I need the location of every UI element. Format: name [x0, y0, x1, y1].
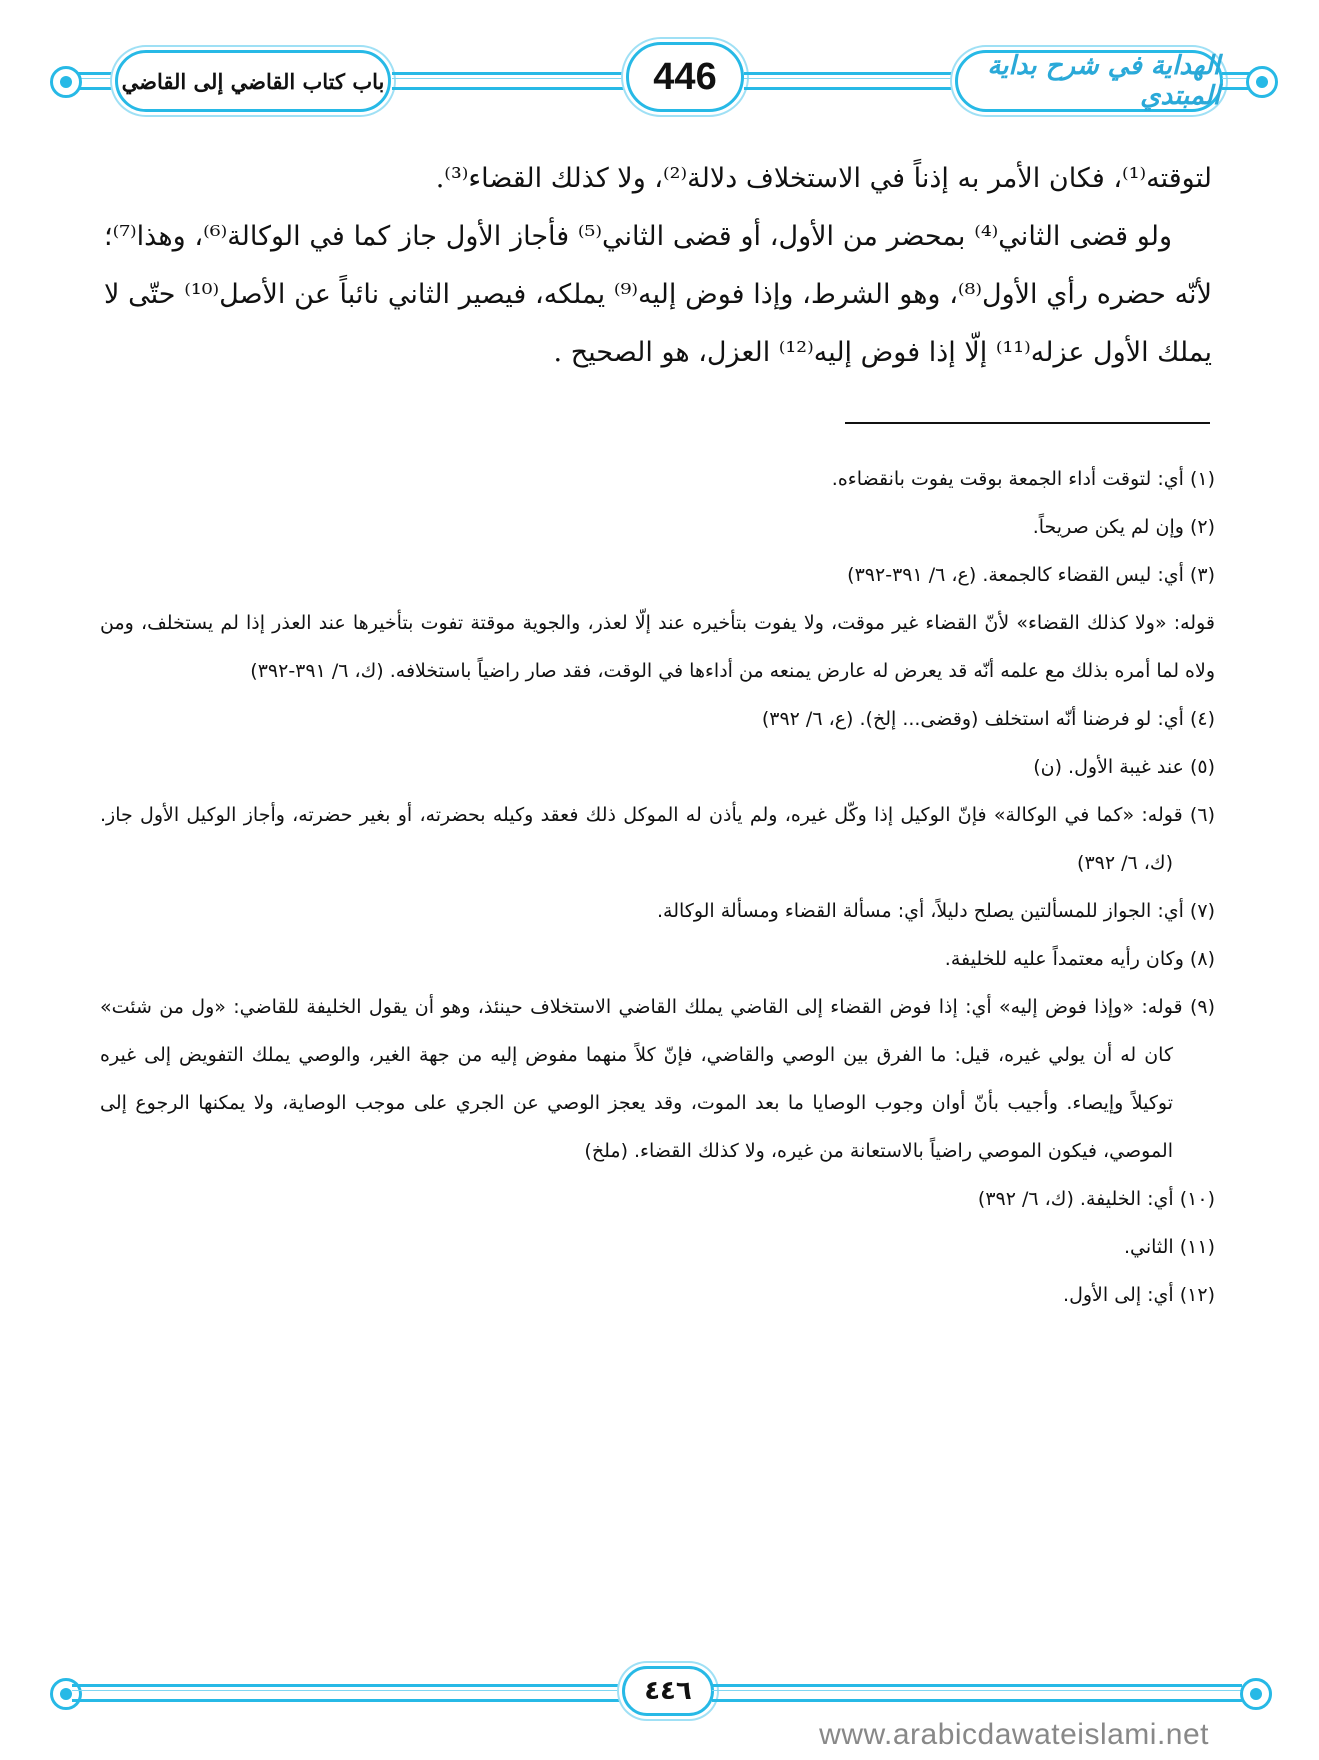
footnote-8: (٨) وكان رأيه معتمداً عليه للخليفة. [944, 948, 1215, 970]
footnote-3: (٣) أي: ليس القضاء كالجمعة. (ع، ٦/ ٣٩١-٣٩٢) [847, 564, 1215, 586]
header-end-cap-left [50, 66, 82, 98]
footer-page-number: ٤٤٦ [644, 1676, 692, 1706]
footnote-2: (٢) وإن لم يكن صريحاً. [1032, 516, 1215, 538]
chapter-title: باب كتاب القاضي إلى القاضي [121, 68, 385, 94]
page-header [0, 0, 1319, 150]
header-ornament-mid-left [392, 72, 624, 90]
main-paragraph: ولو قضى الثاني⁽⁴⁾ بمحضر من الأول، أو قضى الثاني⁽⁵⁾ فأجاز الأول جاز كما في الوكالة⁽⁶⁾، وهذا⁽⁷⁾؛ لأنّه حضره رأي الأول⁽⁸⁾، وهو الشرط، وإذا فوض إليه⁽⁹⁾ يملكه، فيصير الثاني نائباً عن الأصل⁽¹⁰⁾ حتّى لا يملك الأول عزله⁽¹¹⁾ إلّا إذا فوض إليه⁽¹²⁾ العزل، هو الصحيح . [104, 221, 1212, 368]
page-number: 446 [653, 55, 717, 98]
footnote-1: (١) أي: لتوقت أداء الجمعة بوقت يفوت بانقضاءه. [831, 468, 1215, 490]
footnote-5: (٥) عند غيبة الأول. (ن) [1033, 756, 1215, 778]
header-ornament-mid-right [744, 72, 954, 90]
footnote-7: (٧) أي: الجواز للمسألتين يصلح دليلاً، أي: مسألة القضاء ومسألة الوكالة. [656, 900, 1215, 922]
footer-ornament-left [72, 1684, 620, 1702]
footnote-3-commentary: قوله: «ولا كذلك القضاء» لأنّ القضاء غير موقت، ولا يفوت بتأخيره عند إلّا لعذر، والجوية موقتة تفوت بتأخيرها عند العذر إذا لم يستخلف، ومن ولاه لما أمره بذلك مع علمه أنّه قد يعرض له عارض يمنعه من أداءها في الوقت، فقد صار راضياً باستخلافه. (ك، ٦/ ٣٩١-٣٩٢) [100, 612, 1215, 682]
footnote-9: (٩) قوله: «وإذا فوض إليه» أي: إذا فوض القضاء إلى القاضي يملك القاضي الاستخلاف حينئذ، وهو أن يقول الخليفة للقاضي: «ول من شئت» كان له أن يولي غيره، قيل: ما الفرق بين الوصي والقاضي، فإنّ كلاً منهما مفوض إليه من جهة الغير، والوصي يملك التفويض إلى غيره توكيلاً وإيصاء. وأجيب بأنّ أوان وجوب الوصايا ما بعد الموت، وقد يعجز الوصي عن الجري على موجب الوصاية، ولا يمكنها الرجوع إلى الموصي، فيكون الموصي راضياً بالاستعانة من غيره، ولا كذلك القضاء. (ملخ) [100, 996, 1215, 1162]
footnote-6: (٦) قوله: «كما في الوكالة» فإنّ الوكيل إذا وكّل غيره، ولم يأذن له الموكل ذلك فعقد وكيله بحضرته، أو بغير حضرته، وأجاز الوكيل الأول جاز. (ك، ٦/ ٣٩٢) [100, 804, 1215, 874]
footnotes [100, 455, 1215, 1319]
page-number-box [626, 42, 744, 112]
footer-end-cap-right [1240, 1678, 1272, 1710]
main-paragraph: لتوقته⁽¹⁾، فكان الأمر به إذناً في الاستخلاف دلالة⁽²⁾، ولا كذلك القضاء⁽³⁾. [435, 163, 1212, 194]
footnote-10: (١٠) أي: الخليفة. (ك، ٦/ ٣٩٢) [977, 1188, 1215, 1210]
main-text [104, 150, 1212, 382]
chapter-title-box [115, 50, 391, 112]
website-watermark: www.arabicdawateislami.net [819, 1718, 1209, 1751]
footer-ornament-right [712, 1684, 1242, 1702]
footnote-11: (١١) الثاني. [1123, 1236, 1215, 1258]
footnote-12: (١٢) أي: إلى الأول. [1063, 1284, 1215, 1306]
header-end-cap-right [1246, 66, 1278, 98]
footnote-4: (٤) أي: لو فرضنا أنّه استخلف (وقضى... إلخ). (ع، ٦/ ٣٩٢) [761, 708, 1215, 730]
book-title: الهداية في شرح بداية المبتدي [987, 51, 1220, 111]
book-title-box [955, 50, 1223, 112]
footer-page-number-box [622, 1666, 714, 1716]
footnote-separator [845, 422, 1210, 424]
